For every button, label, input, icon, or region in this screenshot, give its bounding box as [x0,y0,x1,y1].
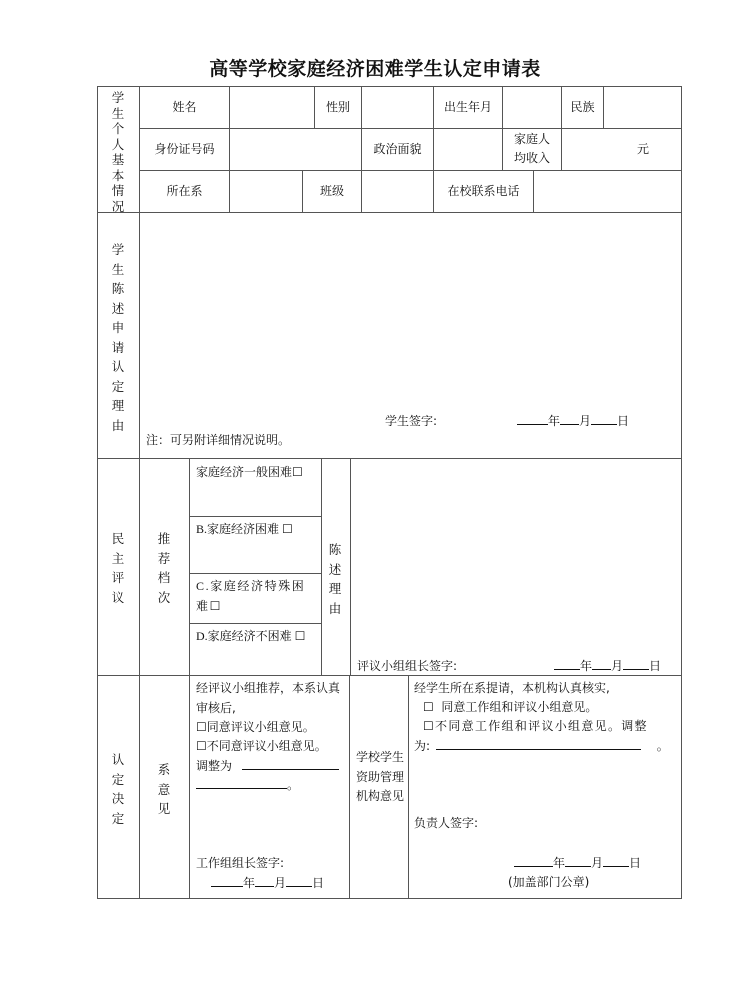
level-label: 推荐档次 [157,531,171,605]
review-reason-textarea[interactable] [351,459,681,649]
school-adjust-field[interactable] [436,738,641,750]
dept-disagree-checkbox[interactable]: ☐不同意评议小组意见。 [196,739,327,753]
gender-field[interactable] [362,87,433,128]
student-signature-label: 学生签字: [385,414,438,428]
statement-date: 年 月 日 [517,413,629,429]
school-date: 年 月 日 [514,855,641,871]
class-label: 班级 [319,184,344,198]
dept-adjust-field[interactable] [242,758,339,770]
dept-adjust-field-2[interactable] [196,777,287,789]
phone-field[interactable] [534,171,681,212]
dept-adjust-row-2 [196,776,299,796]
border-bottom [97,898,682,899]
dept-opinion-intro: 经评议小组推荐，本系认真审核后, [196,681,341,715]
review-signature-label: 评议小组组长签字: [357,659,458,673]
school-opinion-label: 学校学生资助管理机构意见 [356,750,405,803]
id-label: 身份证号码 [154,142,215,156]
divider [349,675,350,898]
border-right [681,86,682,899]
decision-section-label: 认定决定 [111,752,125,826]
form-title: 高等学校家庭经济困难学生认定申请表 [209,58,541,80]
dept-adjust-label: 调整为 [196,759,233,773]
divider [189,573,321,574]
review-date: 年 月 日 [554,658,661,674]
dept-opinion-label: 系意见 [157,762,171,816]
birth-label: 出生年月 [443,100,492,114]
reason-label: 陈述理由 [328,542,342,616]
period: 。 [656,739,669,753]
stamp-note: (加盖部门公章) [508,875,590,889]
statement-textarea[interactable] [140,213,681,403]
dept-field[interactable] [230,171,302,212]
name-label: 姓名 [172,100,197,114]
dept-label: 所在系 [166,184,203,198]
divider [97,675,682,676]
option-no-difficulty[interactable]: D.家庭经济不困难 ☐ [196,629,306,643]
income-label-1: 家庭人 [513,132,550,146]
school-signature-label: 负责人签字: [414,816,479,830]
divider [189,516,321,517]
basic-info-section-label: 学生个人基本情况 [111,90,125,214]
review-section-label: 民主评议 [111,531,125,605]
dept-date: 年 月 日 [211,875,324,891]
divider [189,675,190,898]
dept-adjust-row [196,757,339,777]
birth-field[interactable] [503,87,561,128]
dept-signature-label: 工作组组长签字: [196,856,285,870]
option-difficulty[interactable]: B.家庭经济困难 ☐ [196,522,293,536]
statement-section-label: 学生陈述申请认定理由 [111,242,125,433]
class-field[interactable] [362,171,433,212]
school-adjust-row [414,737,669,757]
ethnic-label: 民族 [570,100,595,114]
school-adjust-label: 为: [414,739,431,753]
statement-note: 注：可另附详细情况说明。 [146,433,291,447]
income-field[interactable] [562,129,681,170]
divider [408,675,409,898]
political-label: 政治面貌 [373,142,422,156]
name-field[interactable] [230,87,314,128]
id-field[interactable] [230,129,361,170]
divider [139,86,140,899]
divider [321,458,322,675]
school-disagree-checkbox[interactable]: ☐不同意工作组和评议小组意见。调整 [423,719,648,733]
school-opinion-intro: 经学生所在系提请，本机构认真核实, [414,681,610,695]
school-agree-checkbox[interactable]: ☐ 同意工作组和评议小组意见。 [423,700,598,714]
phone-label: 在校联系电话 [447,184,520,198]
income-unit: 元 [637,142,650,156]
gender-label: 性别 [325,100,350,114]
political-field[interactable] [434,129,502,170]
income-label-2: 均收入 [513,151,550,165]
option-special-difficulty[interactable]: C.家庭经济特殊困难☐ [196,579,306,613]
dept-agree-checkbox[interactable]: ☐同意评议小组意见。 [196,720,315,734]
divider [189,458,190,675]
option-general-difficulty[interactable]: 家庭经济一般困难☐ [196,465,303,479]
period: 。 [287,778,300,792]
divider [189,623,321,624]
ethnic-field[interactable] [604,87,681,128]
border-left [97,86,98,899]
